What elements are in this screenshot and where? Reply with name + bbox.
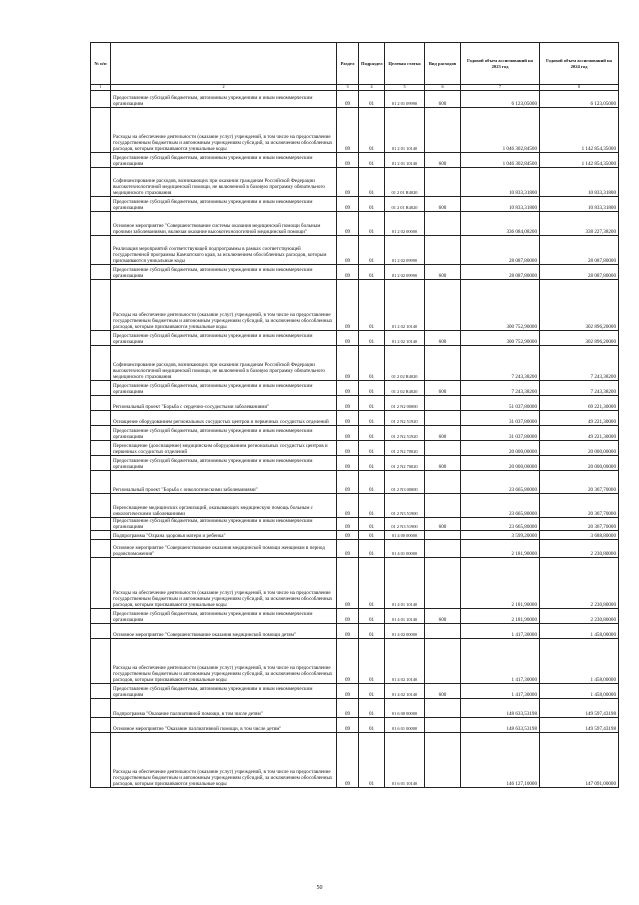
- row-2023-value-cell: 300 752,90000: [461, 331, 540, 346]
- row-target-code-cell: 01 2 01 10140: [385, 108, 425, 153]
- row-target-code-cell: 01 2 02 09990: [385, 236, 425, 265]
- row-index-cell: [91, 699, 111, 718]
- row-section-cell: 09: [337, 331, 359, 346]
- row-section-cell: 09: [337, 684, 359, 699]
- row-2024-value-cell: 1 458,00000: [540, 639, 619, 684]
- row-target-code-cell: 01 2 02 10140: [385, 280, 425, 331]
- table-row: [91, 531, 619, 540]
- row-name-cell: Предоставление субсидий бюджетным, автономным учреждениям и иным некоммерческим организациям: [111, 381, 337, 396]
- row-2023-value-cell: 51 037,80000: [461, 396, 540, 411]
- row-expense-type-cell: 600: [425, 265, 461, 280]
- table-row: [91, 441, 619, 456]
- row-2023-value-cell: 20 000,00000: [461, 456, 540, 471]
- row-name-cell: Расходы на обеспечение деятельности (оказание услуг) учреждений, в том числе на предоставление государственным бюджетным и автономным учреждениям субсидий, за исключением обособленных расходов, которым присваиваются уникальные коды: [111, 280, 337, 331]
- row-subsection-cell: 01: [359, 265, 385, 280]
- row-target-code-cell: 01 2 N2 70020: [385, 441, 425, 456]
- row-subsection-cell: 01: [359, 91, 385, 108]
- row-expense-type-cell: 600: [425, 456, 461, 471]
- row-target-code-cell: 01 2 N2 70020: [385, 456, 425, 471]
- row-target-code-cell: 01 4 02 00000: [385, 624, 425, 639]
- row-section-cell: 09: [337, 558, 359, 609]
- row-section-cell: 09: [337, 396, 359, 411]
- row-2024-value-cell: 149 597,43198: [540, 718, 619, 733]
- row-name-cell: Реализация мероприятий соответствующей подпрограммы в рамках соответствующей государственной программы Камчатского края, за исключением обособленных расходов, которым присваиваются уникальные коды: [111, 236, 337, 265]
- row-index-cell: [91, 411, 111, 426]
- row-2023-value-cell: 10 833,31800: [461, 197, 540, 212]
- row-2023-value-cell: 1 417,30000: [461, 624, 540, 639]
- row-subsection-cell: 01: [359, 494, 385, 518]
- row-target-code-cell: 01 2 01 09990: [385, 91, 425, 108]
- row-expense-type-cell: 600: [425, 684, 461, 699]
- row-2024-value-cell: 338 227,38200: [540, 212, 619, 236]
- row-expense-type-cell: 600: [425, 91, 461, 108]
- row-name-cell: Предоставление субсидий бюджетным, автономным учреждениям и иным некоммерческим организациям: [111, 197, 337, 212]
- row-section-cell: 09: [337, 639, 359, 684]
- row-index-cell: [91, 639, 111, 684]
- row-expense-type-cell: 600: [425, 381, 461, 396]
- row-expense-type-cell: [425, 471, 461, 494]
- row-target-code-cell: 01 2 N2 00000: [385, 396, 425, 411]
- row-index-cell: [91, 609, 111, 624]
- row-expense-type-cell: [425, 212, 461, 236]
- row-expense-type-cell: [425, 280, 461, 331]
- row-subsection-cell: 01: [359, 609, 385, 624]
- row-expense-type-cell: [425, 540, 461, 558]
- row-expense-type-cell: [425, 558, 461, 609]
- row-section-cell: 09: [337, 624, 359, 639]
- row-2024-value-cell: 10 833,31800: [540, 197, 619, 212]
- table-row: [91, 212, 619, 236]
- row-2023-value-cell: 300 752,90000: [461, 280, 540, 331]
- row-2024-value-cell: 20 000,00000: [540, 441, 619, 456]
- row-section-cell: 09: [337, 91, 359, 108]
- col-number: 3: [337, 85, 359, 91]
- row-2023-value-cell: 1 046 302,84500: [461, 153, 540, 168]
- row-target-code-cell: 01 6 01 00000: [385, 718, 425, 733]
- row-index-cell: [91, 236, 111, 265]
- table-row: [91, 331, 619, 346]
- page-number: 50: [316, 885, 323, 891]
- row-2024-value-cell: 20 367,70000: [540, 494, 619, 518]
- row-target-code-cell: 01 2 N2 51920: [385, 411, 425, 426]
- row-2024-value-cell: 1 142 854,35000: [540, 153, 619, 168]
- row-expense-type-cell: [425, 236, 461, 265]
- row-index-cell: [91, 280, 111, 331]
- row-subsection-cell: 01: [359, 236, 385, 265]
- table-row: [91, 396, 619, 411]
- row-section-cell: 09: [337, 168, 359, 197]
- table-row: [91, 168, 619, 197]
- row-2024-value-cell: 2 230,80000: [540, 540, 619, 558]
- row-target-code-cell: 01 4 01 10140: [385, 609, 425, 624]
- row-target-code-cell: 01 2 01 10140: [385, 153, 425, 168]
- header-expense: Вид расходов: [425, 43, 461, 85]
- row-target-code-cell: 01 2 N3 51900: [385, 518, 425, 531]
- row-index-cell: [91, 396, 111, 411]
- row-section-cell: 09: [337, 197, 359, 212]
- header-target: Целевая статья: [385, 43, 425, 85]
- table-row: [91, 91, 619, 108]
- row-2024-value-cell: 20 000,00000: [540, 456, 619, 471]
- row-name-cell: Предоставление субсидий бюджетным, автономным учреждениям и иным некоммерческим организациям: [111, 518, 337, 531]
- row-section-cell: 09: [337, 718, 359, 733]
- row-index-cell: [91, 91, 111, 108]
- row-name-cell: Предоставление субсидий бюджетным, автономным учреждениям и иным некоммерческим организациям: [111, 426, 337, 441]
- row-index-cell: [91, 426, 111, 441]
- row-2023-value-cell: 2 181,90000: [461, 609, 540, 624]
- row-2024-value-cell: 3 688,80000: [540, 531, 619, 540]
- table-row: [91, 471, 619, 494]
- row-expense-type-cell: 600: [425, 153, 461, 168]
- row-subsection-cell: 01: [359, 197, 385, 212]
- budget-table: [90, 42, 619, 788]
- table-row: [91, 558, 619, 609]
- row-2024-value-cell: 7 243,38200: [540, 346, 619, 381]
- row-2024-value-cell: 2 230,80000: [540, 558, 619, 609]
- row-expense-type-cell: [425, 396, 461, 411]
- row-subsection-cell: 01: [359, 456, 385, 471]
- row-2023-value-cell: 28 087,80000: [461, 236, 540, 265]
- row-subsection-cell: 01: [359, 441, 385, 456]
- row-target-code-cell: 01 6 01 10140: [385, 733, 425, 788]
- table-row: [91, 411, 619, 426]
- row-section-cell: 09: [337, 609, 359, 624]
- header-2024: Годовой объем ассигнований на 2024 год: [540, 43, 619, 85]
- row-index-cell: [91, 624, 111, 639]
- row-subsection-cell: 01: [359, 699, 385, 718]
- row-index-cell: [91, 168, 111, 197]
- row-name-cell: Предоставление субсидий бюджетным, автономным учреждениям и иным некоммерческим организациям: [111, 153, 337, 168]
- row-name-cell: Региональный проект "Борьба с сердечно-сосудистыми заболеваниями": [111, 396, 337, 411]
- row-index-cell: [91, 331, 111, 346]
- row-index-cell: [91, 381, 111, 396]
- row-expense-type-cell: [425, 494, 461, 518]
- row-2023-value-cell: 10 833,31800: [461, 168, 540, 197]
- row-subsection-cell: 01: [359, 639, 385, 684]
- row-subsection-cell: 01: [359, 518, 385, 531]
- row-2024-value-cell: 69 221,30000: [540, 396, 619, 411]
- table-row: [91, 426, 619, 441]
- row-subsection-cell: 01: [359, 346, 385, 381]
- row-subsection-cell: 01: [359, 624, 385, 639]
- row-expense-type-cell: [425, 639, 461, 684]
- row-2024-value-cell: 49 221,30000: [540, 426, 619, 441]
- row-expense-type-cell: [425, 108, 461, 153]
- row-name-cell: Расходы на обеспечение деятельности (оказание услуг) учреждений, в том числе на предоставление государственным бюджетным и автономным учреждениям субсидий, за исключением обособленных расходов, которым присваиваются уникальные коды: [111, 733, 337, 788]
- header-2023: Годовой объем ассигнований на 2023 год: [461, 43, 540, 85]
- row-expense-type-cell: 600: [425, 331, 461, 346]
- row-index-cell: [91, 471, 111, 494]
- row-section-cell: 09: [337, 518, 359, 531]
- row-2024-value-cell: 28 087,80000: [540, 236, 619, 265]
- row-2023-value-cell: 1 417,30000: [461, 684, 540, 699]
- row-subsection-cell: 01: [359, 684, 385, 699]
- row-index-cell: [91, 684, 111, 699]
- row-index-cell: [91, 108, 111, 153]
- row-name-cell: Софинансирование расходов, возникающих при оказании гражданам Российской Федерации высокотехнологичной медицинской помощи, не включенной в базовую программу обязательного медицинского страхования: [111, 346, 337, 381]
- row-subsection-cell: 01: [359, 558, 385, 609]
- table-row: [91, 197, 619, 212]
- table-row: [91, 699, 619, 718]
- row-index-cell: [91, 540, 111, 558]
- row-name-cell: Основное мероприятие "Совершенствование оказания медицинской помощи женщинам в период родовспоможения": [111, 540, 337, 558]
- row-name-cell: Предоставление субсидий бюджетным, автономным учреждениям и иным некоммерческим организациям: [111, 265, 337, 280]
- row-section-cell: 09: [337, 265, 359, 280]
- row-expense-type-cell: [425, 718, 461, 733]
- row-expense-type-cell: [425, 411, 461, 426]
- row-2024-value-cell: 149 597,43198: [540, 699, 619, 718]
- row-2023-value-cell: 7 243,38200: [461, 346, 540, 381]
- row-name-cell: Региональный проект "Борьба с онкологическими заболеваниями": [111, 471, 337, 494]
- row-section-cell: 09: [337, 531, 359, 540]
- row-section-cell: 09: [337, 153, 359, 168]
- row-target-code-cell: 01 4 01 00000: [385, 540, 425, 558]
- row-2023-value-cell: 2 181,90000: [461, 558, 540, 609]
- row-name-cell: Основное мероприятие "Совершенствование системы оказания медицинской помощи больным прочими заболеваниями, включая оказание высокотехнологичной медицинской помощи": [111, 212, 337, 236]
- row-subsection-cell: 01: [359, 331, 385, 346]
- row-expense-type-cell: 600: [425, 518, 461, 531]
- row-target-code-cell: 01 4 01 10140: [385, 558, 425, 609]
- row-2024-value-cell: 1 142 854,35000: [540, 108, 619, 153]
- row-2023-value-cell: 28 087,80000: [461, 265, 540, 280]
- row-section-cell: 09: [337, 381, 359, 396]
- table-row: [91, 639, 619, 684]
- row-expense-type-cell: [425, 441, 461, 456]
- row-2024-value-cell: 10 833,31800: [540, 168, 619, 197]
- row-2023-value-cell: 31 037,80000: [461, 426, 540, 441]
- row-target-code-cell: 01 2 02 09990: [385, 265, 425, 280]
- row-target-code-cell: 01 2 02 00000: [385, 212, 425, 236]
- row-name-cell: Подпрограмма "Охрана здоровья матери и ребенка": [111, 531, 337, 540]
- row-expense-type-cell: [425, 733, 461, 788]
- row-2023-value-cell: 148 633,53198: [461, 718, 540, 733]
- row-name-cell: Предоставление субсидий бюджетным, автономным учреждениям и иным некоммерческим организациям: [111, 91, 337, 108]
- row-subsection-cell: 01: [359, 280, 385, 331]
- row-name-cell: Основное мероприятие "Совершенствование оказания медицинской помощи детям": [111, 624, 337, 639]
- row-name-cell: Предоставление субсидий бюджетным, автономным учреждениям и иным некоммерческим организациям: [111, 331, 337, 346]
- row-subsection-cell: 01: [359, 212, 385, 236]
- row-subsection-cell: 01: [359, 733, 385, 788]
- table-row: [91, 346, 619, 381]
- row-name-cell: Переоснащение медицинских организаций, оказывающих медицинскую помощь больным с онкологическими заболеваниями: [111, 494, 337, 518]
- row-section-cell: 09: [337, 346, 359, 381]
- row-name-cell: Основное мероприятие "Оказание паллиативной помощи, в том числе детям": [111, 718, 337, 733]
- row-2023-value-cell: 2 181,90000: [461, 540, 540, 558]
- row-section-cell: 09: [337, 108, 359, 153]
- row-2024-value-cell: 1 458,00000: [540, 684, 619, 699]
- header-num: № п/п: [91, 43, 111, 85]
- row-index-cell: [91, 197, 111, 212]
- row-subsection-cell: 01: [359, 396, 385, 411]
- row-name-cell: Софинансирование расходов, возникающих при оказании гражданам Российской Федерации высокотехнологичной медицинской помощи, не включенной в базовую программу обязательного медицинского страхования: [111, 168, 337, 197]
- col-number: 7: [461, 85, 540, 91]
- row-2024-value-cell: 147 091,00000: [540, 733, 619, 788]
- row-subsection-cell: 01: [359, 540, 385, 558]
- row-2024-value-cell: 1 458,00000: [540, 624, 619, 639]
- row-target-code-cell: 01 2 02 R4020: [385, 381, 425, 396]
- row-2024-value-cell: 20 367,70000: [540, 518, 619, 531]
- table-row: [91, 518, 619, 531]
- row-subsection-cell: 01: [359, 531, 385, 540]
- header-name: [111, 43, 337, 85]
- row-expense-type-cell: [425, 531, 461, 540]
- row-index-cell: [91, 456, 111, 471]
- row-name-cell: Предоставление субсидий бюджетным, автономным учреждениям и иным некоммерческим организациям: [111, 456, 337, 471]
- row-section-cell: 09: [337, 733, 359, 788]
- row-2024-value-cell: 28 087,80000: [540, 265, 619, 280]
- row-2024-value-cell: 302 896,20000: [540, 280, 619, 331]
- row-subsection-cell: 01: [359, 411, 385, 426]
- row-name-cell: Предоставление субсидий бюджетным, автономным учреждениям и иным некоммерческим организациям: [111, 609, 337, 624]
- row-name-cell: Расходы на обеспечение деятельности (оказание услуг) учреждений, в том числе на предоставление государственным бюджетным и автономным учреждениям субсидий, за исключением обособленных расходов, которым присваиваются уникальные коды: [111, 639, 337, 684]
- table-row: [91, 108, 619, 153]
- col-number: 1: [91, 85, 111, 91]
- row-target-code-cell: 01 2 N3 00000: [385, 471, 425, 494]
- row-name-cell: Оснащение оборудованием региональных сосудистых центров и первичных сосудистых отделений: [111, 411, 337, 426]
- row-section-cell: 09: [337, 236, 359, 265]
- row-target-code-cell: 01 4 02 10140: [385, 639, 425, 684]
- row-index-cell: [91, 494, 111, 518]
- row-subsection-cell: 01: [359, 108, 385, 153]
- row-target-code-cell: 01 2 N2 51920: [385, 426, 425, 441]
- row-name-cell: Подпрограмма "Оказание паллиативной помощи, в том числе детям": [111, 699, 337, 718]
- row-2023-value-cell: 6 123,05000: [461, 91, 540, 108]
- row-target-code-cell: 01 2 N3 51900: [385, 494, 425, 518]
- row-target-code-cell: 01 2 02 R4020: [385, 346, 425, 381]
- table-row: [91, 280, 619, 331]
- row-expense-type-cell: 600: [425, 197, 461, 212]
- row-target-code-cell: 01 4 00 00000: [385, 531, 425, 540]
- row-2024-value-cell: 2 230,80000: [540, 609, 619, 624]
- row-2023-value-cell: 23 665,80000: [461, 471, 540, 494]
- row-index-cell: [91, 733, 111, 788]
- row-expense-type-cell: [425, 624, 461, 639]
- row-section-cell: 09: [337, 471, 359, 494]
- col-number: 5: [385, 85, 425, 91]
- row-target-code-cell: 01 2 02 10140: [385, 331, 425, 346]
- row-index-cell: [91, 518, 111, 531]
- row-section-cell: 09: [337, 699, 359, 718]
- row-target-code-cell: 01 2 01 R4020: [385, 197, 425, 212]
- table-row: [91, 609, 619, 624]
- row-index-cell: [91, 441, 111, 456]
- row-2023-value-cell: 1 046 302,84500: [461, 108, 540, 153]
- row-2023-value-cell: 23 665,80000: [461, 518, 540, 531]
- row-2023-value-cell: 20 000,00000: [461, 441, 540, 456]
- row-expense-type-cell: [425, 168, 461, 197]
- row-section-cell: 09: [337, 540, 359, 558]
- row-target-code-cell: 01 6 00 00000: [385, 699, 425, 718]
- table-row: [91, 456, 619, 471]
- table-row: [91, 624, 619, 639]
- table-row: [91, 494, 619, 518]
- row-target-code-cell: 01 2 01 R4020: [385, 168, 425, 197]
- row-2024-value-cell: 6 123,05000: [540, 91, 619, 108]
- row-subsection-cell: 01: [359, 168, 385, 197]
- table-row: [91, 540, 619, 558]
- header-subsection: Подраздел: [359, 43, 385, 85]
- row-name-cell: Переоснащение (дооснащение) медицинским оборудованием региональных сосудистых центров и первичных сосудистых отделений: [111, 441, 337, 456]
- row-expense-type-cell: 600: [425, 609, 461, 624]
- col-number: 4: [359, 85, 385, 91]
- row-index-cell: [91, 153, 111, 168]
- row-expense-type-cell: [425, 346, 461, 381]
- header-section: Раздел: [337, 43, 359, 85]
- row-expense-type-cell: 600: [425, 426, 461, 441]
- row-section-cell: 09: [337, 441, 359, 456]
- row-index-cell: [91, 531, 111, 540]
- row-index-cell: [91, 212, 111, 236]
- col-number: 8: [540, 85, 619, 91]
- table-row: [91, 684, 619, 699]
- row-2023-value-cell: 3 599,20000: [461, 531, 540, 540]
- table-row: [91, 733, 619, 788]
- row-index-cell: [91, 718, 111, 733]
- table-header-row: [91, 43, 619, 85]
- row-2023-value-cell: 31 037,80000: [461, 411, 540, 426]
- row-subsection-cell: 01: [359, 426, 385, 441]
- row-name-cell: Предоставление субсидий бюджетным, автономным учреждениям и иным некоммерческим организациям: [111, 684, 337, 699]
- row-2023-value-cell: 146 127,10000: [461, 733, 540, 788]
- row-section-cell: 09: [337, 494, 359, 518]
- row-2023-value-cell: 23 665,80000: [461, 494, 540, 518]
- row-expense-type-cell: [425, 699, 461, 718]
- table-row: [91, 236, 619, 265]
- row-2023-value-cell: 336 084,08200: [461, 212, 540, 236]
- row-section-cell: 09: [337, 212, 359, 236]
- row-section-cell: 09: [337, 456, 359, 471]
- row-name-cell: Расходы на обеспечение деятельности (оказание услуг) учреждений, в том числе на предоставление государственным бюджетным и автономным учреждениям субсидий, за исключением обособленных расходов, которым присваиваются уникальные коды: [111, 108, 337, 153]
- col-number: 2: [111, 85, 337, 91]
- row-section-cell: 09: [337, 280, 359, 331]
- table-row: [91, 265, 619, 280]
- row-index-cell: [91, 265, 111, 280]
- row-2024-value-cell: 20 367,70000: [540, 471, 619, 494]
- row-section-cell: 09: [337, 411, 359, 426]
- row-target-code-cell: 01 4 02 10140: [385, 684, 425, 699]
- row-name-cell: Расходы на обеспечение деятельности (оказание услуг) учреждений, в том числе на предоставление государственным бюджетным и автономным учреждениям субсидий, за исключением обособленных расходов, которым присваиваются уникальные коды: [111, 558, 337, 609]
- table-row: [91, 153, 619, 168]
- row-section-cell: 09: [337, 426, 359, 441]
- row-2023-value-cell: 1 417,30000: [461, 639, 540, 684]
- row-2023-value-cell: 7 243,38200: [461, 381, 540, 396]
- row-2024-value-cell: 49 221,30000: [540, 411, 619, 426]
- row-2024-value-cell: 7 243,38200: [540, 381, 619, 396]
- row-2023-value-cell: 148 633,53198: [461, 699, 540, 718]
- row-subsection-cell: 01: [359, 153, 385, 168]
- row-subsection-cell: 01: [359, 471, 385, 494]
- col-number: 6: [425, 85, 461, 91]
- row-subsection-cell: 01: [359, 718, 385, 733]
- table-row: [91, 718, 619, 733]
- row-2024-value-cell: 302 896,20000: [540, 331, 619, 346]
- row-index-cell: [91, 558, 111, 609]
- row-index-cell: [91, 346, 111, 381]
- row-subsection-cell: 01: [359, 381, 385, 396]
- table-row: [91, 381, 619, 396]
